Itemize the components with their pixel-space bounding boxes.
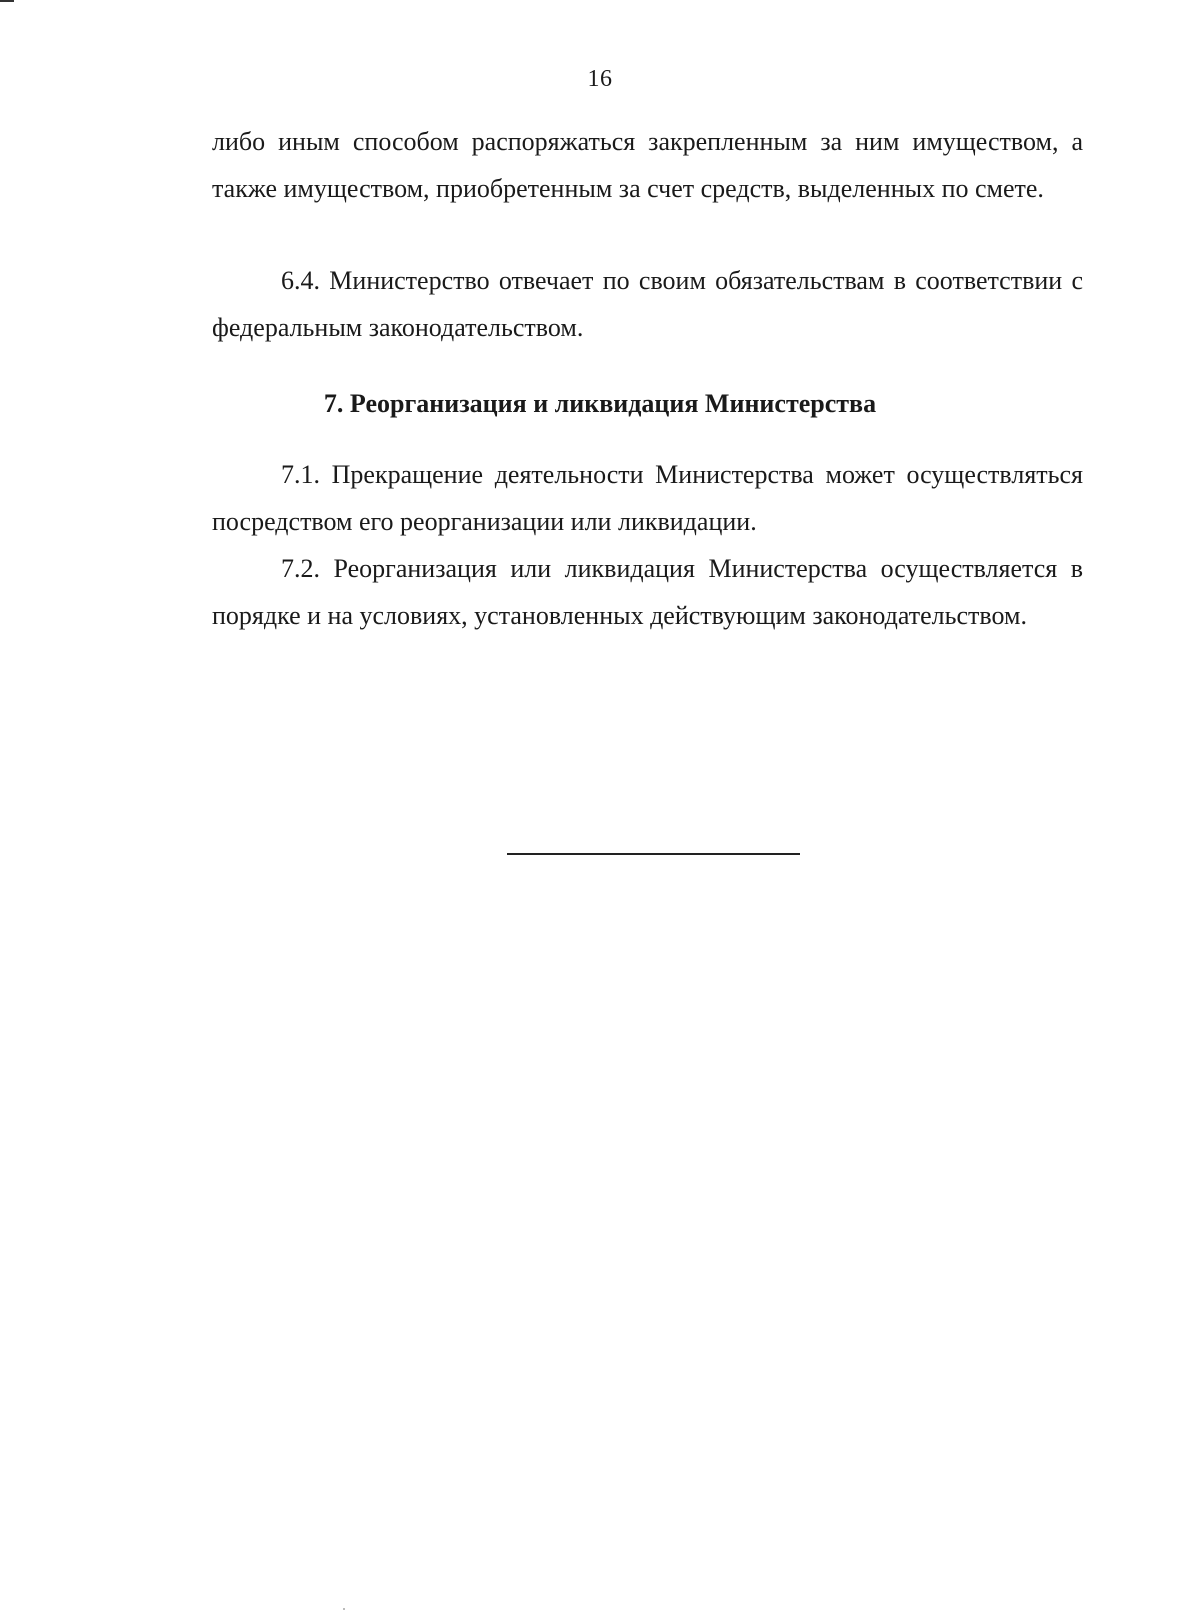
document-end-line — [507, 853, 800, 855]
section-7-heading: 7. Реорганизация и ликвидация Министерства — [323, 389, 877, 418]
paragraph-7-1: 7.1. Прекращение деятельности Министерства может осуществляться посредством его реорганизации или ликвидации. — [212, 460, 1083, 536]
scan-corner-mark — [0, 0, 14, 2]
paragraph-7-2: 7.2. Реорганизация или ликвидация Министерства осуществляется в порядке и на условиях, установленных действующим законодательством. — [212, 554, 1083, 630]
scan-artifact — [343, 1608, 345, 1610]
paragraph-continuation: либо иным способом распоряжаться закрепленным за ним имуществом, а также имуществом, приобретенным за счет средств, выделенных по смете. — [212, 127, 1083, 203]
page-number: 16 — [587, 66, 613, 92]
paragraph-6-4: 6.4. Министерство отвечает по своим обязательствам в соответствии с федеральным законодательством. — [212, 266, 1083, 342]
